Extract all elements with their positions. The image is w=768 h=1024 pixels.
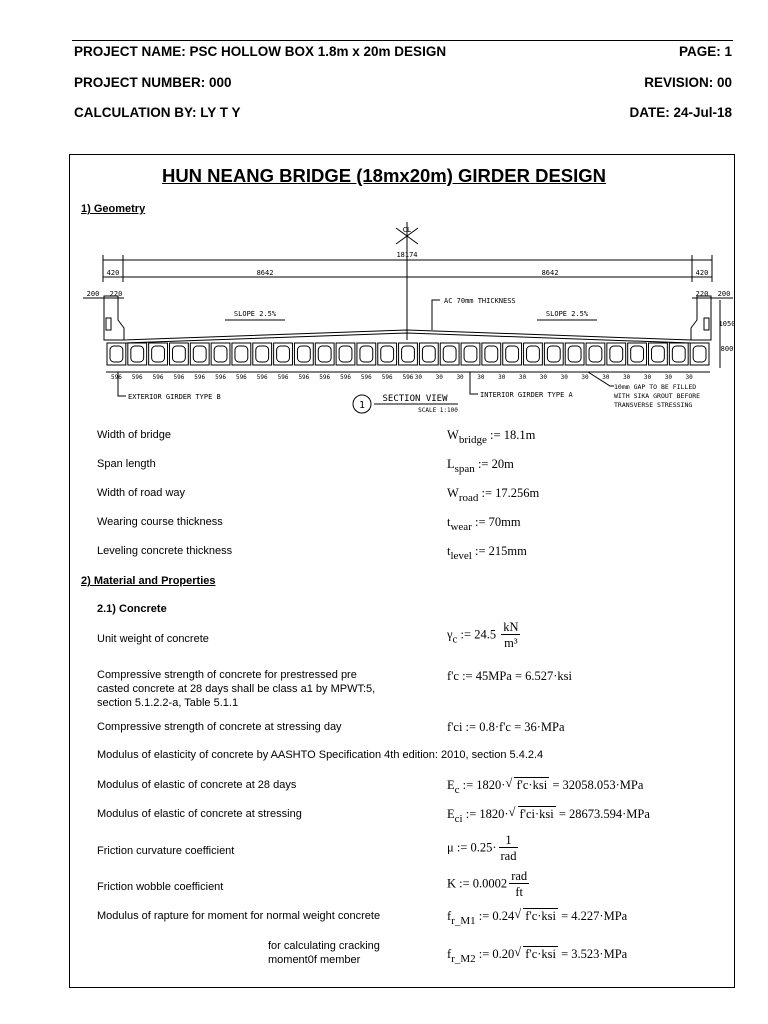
project-name: PROJECT NAME: PSC HOLLOW BOX 1.8m x 20m DESIGN bbox=[74, 44, 447, 59]
eq-value: := 215mm bbox=[471, 544, 527, 558]
geometry-equation bbox=[447, 544, 527, 562]
fr2-sqrt: √ f'c·ksi bbox=[514, 945, 556, 961]
girder-width: 596 bbox=[298, 374, 310, 381]
view-number: 1 bbox=[358, 400, 366, 411]
fr2-coef: := 0.20 bbox=[475, 947, 515, 961]
dim-barrier-outer-right: 200 bbox=[717, 290, 731, 298]
girder-gap: 30 bbox=[456, 374, 464, 381]
fr1-label: Modulus of rapture for moment for normal weight concrete bbox=[97, 910, 381, 922]
geometry-equation bbox=[447, 486, 540, 504]
girder-width: 596 bbox=[360, 374, 372, 381]
fr2-result: = 3.523·MPa bbox=[558, 947, 628, 961]
fr2-label: for calculating cracking moment0f member bbox=[268, 940, 380, 966]
gap-note: WITH SIKA GROUT BEFORE bbox=[614, 392, 701, 400]
header-row-3 bbox=[74, 105, 732, 125]
ec-sub: c bbox=[454, 784, 460, 796]
mu-den: rad bbox=[500, 849, 517, 863]
fc-eq: f'c := 45MPa = 6.527·ksi bbox=[447, 669, 573, 683]
geometry-label: Width of bridge bbox=[97, 429, 171, 441]
fr1-result: = 4.227·MPa bbox=[558, 909, 628, 923]
ec-sqrt: √ f'c·ksi bbox=[505, 776, 548, 792]
centerline-label: CL bbox=[402, 226, 412, 234]
geometry-label: Width of road way bbox=[97, 487, 186, 499]
fr2-radicand: f'c·ksi bbox=[525, 947, 556, 961]
mu-lhs: μ := 0.25· bbox=[447, 840, 497, 855]
eci-eq bbox=[447, 805, 650, 825]
unit-weight-label: Unit weight of concrete bbox=[97, 633, 209, 645]
gamma-unit-num: kN bbox=[503, 620, 519, 634]
girder-gap: 30 bbox=[643, 374, 652, 381]
dim-h1: 1050 bbox=[718, 320, 736, 328]
gamma-unit bbox=[501, 620, 520, 651]
mu-unit bbox=[499, 833, 519, 864]
eq-value: := 70mm bbox=[471, 515, 521, 529]
dim-barrier-inner-right: 220 bbox=[695, 290, 709, 298]
slope-right: SLOPE 2.5% bbox=[545, 310, 589, 318]
view-scale: SCALE 1:100 bbox=[418, 407, 458, 414]
fci-label: Compressive strength of concrete at stressing day bbox=[97, 721, 342, 733]
fr1-symbol: f bbox=[447, 909, 452, 923]
girder-width: 596 bbox=[340, 374, 351, 381]
eci-label: Modulus of elastic of concrete at stressing bbox=[97, 808, 302, 820]
girder-gap: 30 bbox=[498, 374, 506, 381]
geometry-equation bbox=[447, 457, 514, 475]
ec-eq bbox=[447, 776, 644, 796]
project-number: PROJECT NUMBER: 000 bbox=[74, 75, 232, 90]
girder-gap: 30 bbox=[581, 374, 589, 381]
girder-gap: 30 bbox=[685, 374, 693, 381]
geometry-label: Leveling concrete thickness bbox=[97, 545, 233, 557]
slope-left: SLOPE 2.5% bbox=[233, 310, 277, 318]
gamma-sub: c bbox=[452, 633, 458, 646]
unit-weight-eq bbox=[447, 620, 522, 651]
calculation-by: CALCULATION BY: LY T Y bbox=[74, 105, 241, 120]
girder-width: 596 bbox=[194, 374, 206, 381]
eci-coef: := 1820· bbox=[462, 807, 509, 821]
k-lhs: K := 0.0002 bbox=[447, 876, 508, 891]
fr2-symbol: f bbox=[447, 947, 452, 961]
fr1-coef: := 0.24 bbox=[475, 909, 515, 923]
fr1-eq bbox=[447, 907, 628, 927]
geometry-label: Span length bbox=[97, 458, 156, 470]
girder-width: 596 bbox=[152, 374, 164, 381]
fr1-radicand: f'c·ksi bbox=[525, 909, 556, 923]
k-num: rad bbox=[511, 869, 528, 883]
girder-width: 596 bbox=[381, 374, 393, 381]
ec-result: = 32058.053·MPa bbox=[549, 778, 644, 792]
girder-width: 596 bbox=[110, 374, 122, 381]
girder-width: 596 bbox=[215, 374, 226, 381]
dim-barrier-outer-left: 200 bbox=[86, 290, 100, 298]
girder-gap: 30 bbox=[435, 374, 443, 381]
eci-sqrt: √ f'ci·ksi bbox=[508, 805, 554, 821]
eq-subscript: bridge bbox=[458, 434, 487, 446]
girder-width: 596 bbox=[319, 374, 331, 381]
section-material: 2) Material and Properties bbox=[81, 575, 216, 587]
geometry-equation bbox=[447, 515, 521, 533]
dim-left-half: 8642 bbox=[256, 269, 274, 277]
gamma-symbol: γ bbox=[447, 627, 453, 642]
page-title: HUN NEANG BRIDGE (18mx20m) GIRDER DESIGN bbox=[161, 165, 607, 186]
eq-symbol: W bbox=[447, 428, 459, 442]
dim-barrier-inner-left: 220 bbox=[109, 290, 123, 298]
content-frame bbox=[69, 154, 735, 988]
girder-width: 596 bbox=[131, 374, 143, 381]
gamma-value: := 24.5 bbox=[457, 627, 497, 642]
girder-gap: 30 bbox=[664, 374, 672, 381]
fr2-eq bbox=[447, 945, 628, 965]
header-row-1 bbox=[74, 44, 732, 64]
header-row-2 bbox=[74, 75, 732, 95]
girder-width: 596 bbox=[277, 374, 289, 381]
eq-value: := 17.256m bbox=[478, 486, 540, 500]
eq-value: := 20m bbox=[474, 457, 514, 471]
dim-h2: 800 bbox=[720, 345, 734, 353]
k-unit bbox=[509, 869, 529, 900]
girder-width: 596 bbox=[402, 374, 414, 381]
fr1-sqrt: √ f'c·ksi bbox=[514, 907, 556, 923]
girder-gap: 30 bbox=[560, 374, 568, 381]
revision: REVISION: 00 bbox=[644, 75, 732, 90]
eq-subscript: level bbox=[450, 550, 472, 562]
ac-note: AC 70mm THICKNESS bbox=[444, 297, 516, 305]
eq-symbol: t bbox=[447, 544, 451, 558]
geometry-label: Wearing course thickness bbox=[97, 516, 223, 528]
eci-result: = 28673.594·MPa bbox=[555, 807, 650, 821]
girder-width: 596 bbox=[235, 374, 247, 381]
eq-value: := 18.1m bbox=[486, 428, 536, 442]
eci-radicand: f'ci·ksi bbox=[519, 807, 554, 821]
eq-subscript: road bbox=[458, 492, 479, 504]
fc-label: Compressive strength of concrete for prestressed pre casted concrete at 28 days shall be class a1 by MPWT:5, section 5.1.2.2-a, Table 5.1.1 bbox=[97, 669, 376, 709]
page-number: PAGE: 1 bbox=[678, 44, 732, 59]
fci-eq: f'ci := 0.8·f'c = 36·MPa bbox=[447, 720, 565, 734]
view-title: SECTION VIEW bbox=[382, 394, 448, 404]
ec-symbol: E bbox=[447, 778, 455, 792]
section-concrete: 2.1) Concrete bbox=[97, 603, 167, 615]
fr2-sub: r_M2 bbox=[451, 953, 476, 965]
girder-gap: 30 bbox=[623, 374, 631, 381]
girder-width: 596 bbox=[173, 374, 185, 381]
mu-num: 1 bbox=[499, 833, 519, 848]
gap-note: TRANSVERSE STRESSING bbox=[614, 401, 693, 409]
eq-subscript: span bbox=[454, 463, 475, 475]
k-den: ft bbox=[515, 885, 523, 899]
k-eq bbox=[447, 869, 531, 900]
geometry-equation bbox=[447, 428, 536, 446]
section-geometry: 1) Geometry bbox=[81, 203, 146, 215]
ec-radicand: f'c·ksi bbox=[516, 778, 548, 792]
mu-eq bbox=[447, 833, 520, 864]
fr1-sub: r_M1 bbox=[451, 915, 476, 927]
date: DATE: 24-Jul-18 bbox=[629, 105, 732, 120]
girder-gap: 30 bbox=[602, 374, 610, 381]
dim-total: 18174 bbox=[396, 251, 418, 259]
girder-gap: 30 bbox=[539, 374, 547, 381]
girder-gap: 30 bbox=[477, 374, 485, 381]
girder-gap: 30 bbox=[414, 374, 423, 381]
modulus-note: Modulus of elasticity of concrete by AASHTO Specification 4th edition: 2010, section 5.4.2.4 bbox=[97, 749, 544, 761]
dim-right-half: 8642 bbox=[541, 269, 559, 277]
header-rule bbox=[72, 40, 733, 41]
mu-label: Friction curvature coefficient bbox=[97, 845, 235, 857]
gamma-unit-den: m³ bbox=[504, 636, 518, 650]
eq-symbol: W bbox=[447, 486, 459, 500]
eci-symbol: E bbox=[447, 807, 455, 821]
dim-right-edge: 420 bbox=[695, 269, 709, 277]
dim-left-edge: 420 bbox=[106, 269, 120, 277]
eci-sub: ci bbox=[454, 813, 463, 825]
k-label: Friction wobble coefficient bbox=[97, 881, 224, 893]
eq-symbol: t bbox=[447, 515, 451, 529]
eq-subscript: wear bbox=[450, 521, 472, 533]
girder-gap: 30 bbox=[518, 374, 527, 381]
gap-note: 10mm GAP TO BE FILLED bbox=[614, 383, 697, 391]
eq-symbol: L bbox=[447, 457, 455, 471]
girder-width: 596 bbox=[256, 374, 268, 381]
ec-coef: := 1820· bbox=[459, 778, 506, 792]
ec-label: Modulus of elastic of concrete at 28 days bbox=[97, 779, 297, 791]
int-girder-label: INTERIOR GIRDER TYPE A bbox=[480, 391, 573, 399]
ext-girder-label: EXTERIOR GIRDER TYPE B bbox=[128, 393, 221, 401]
